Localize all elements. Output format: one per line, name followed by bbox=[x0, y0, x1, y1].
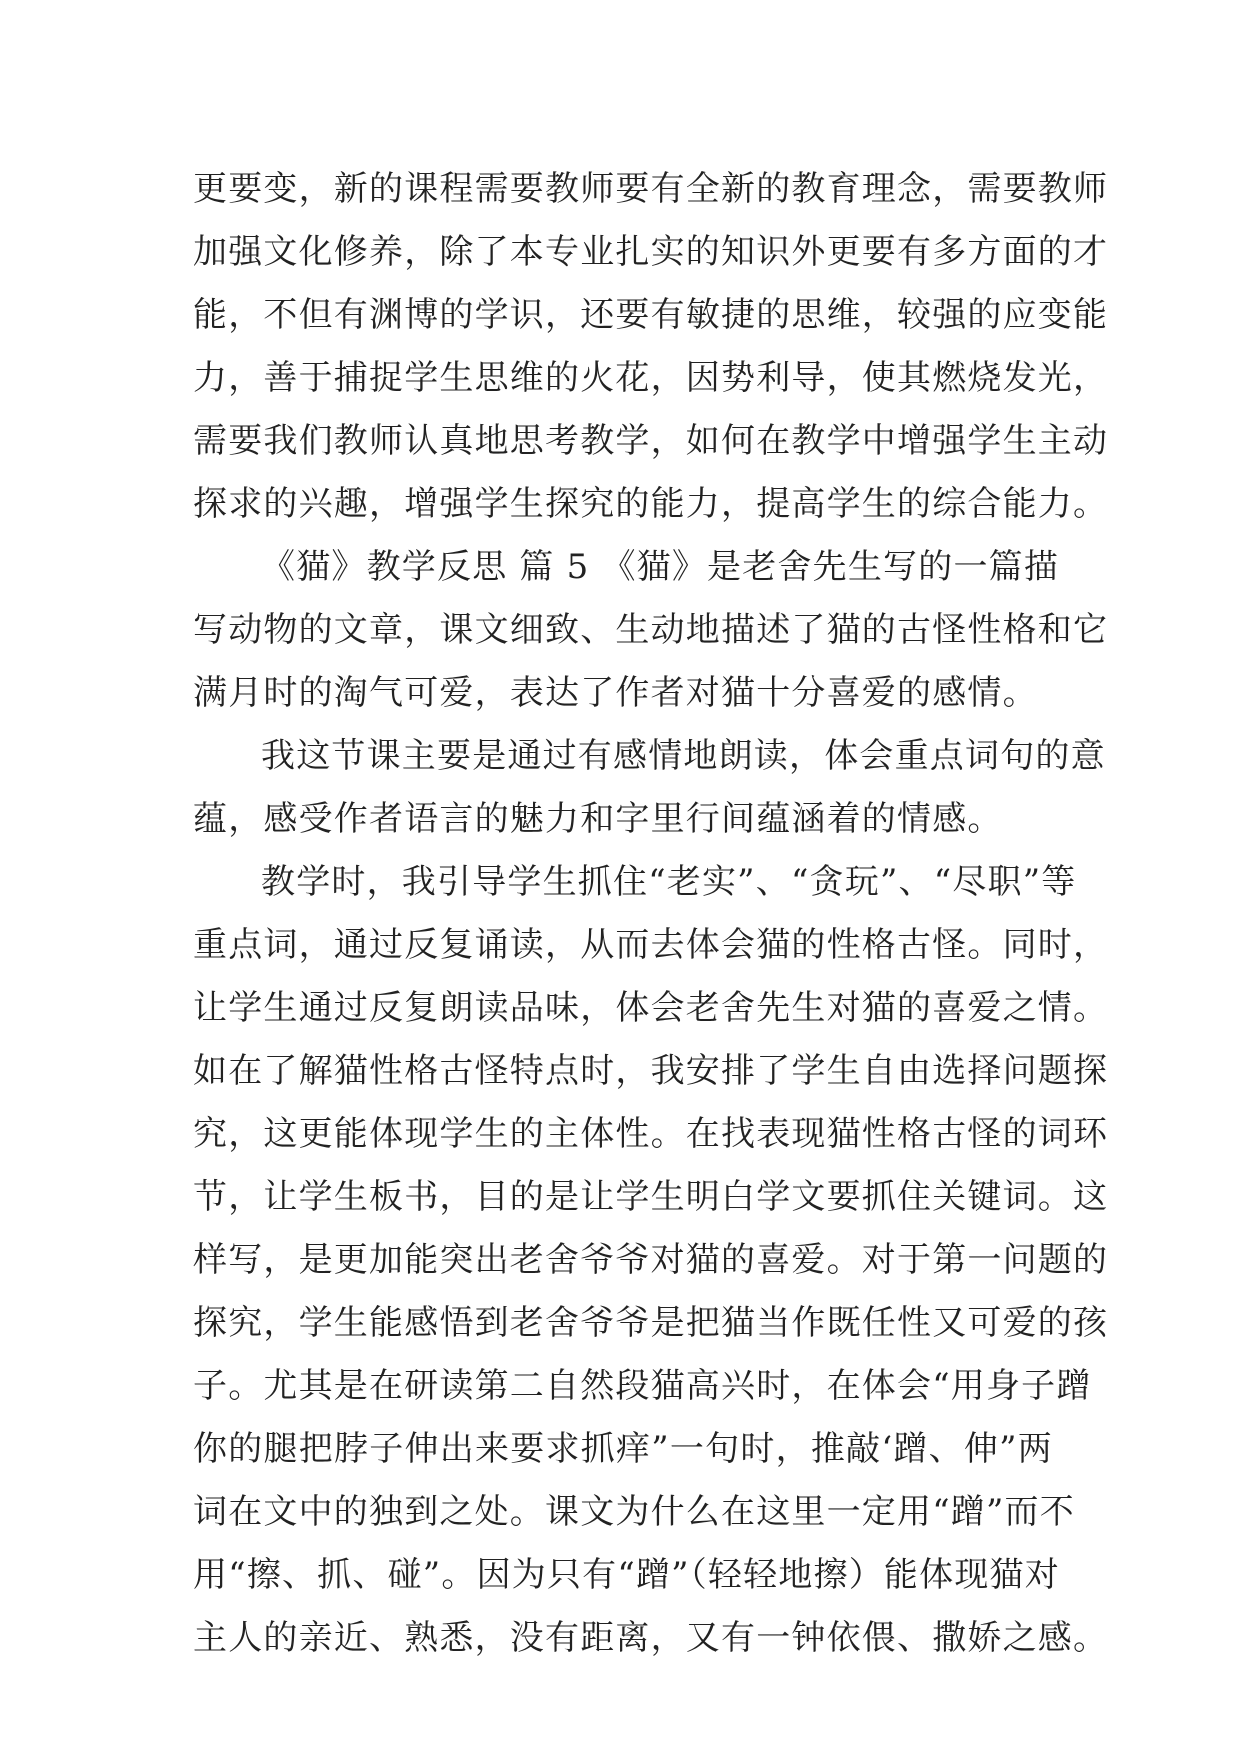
text-line-21: 你的腿把脖子伸出来要求抓痒”一句时，推敲‘蹭、伸”两 bbox=[193, 1429, 1053, 1469]
text-line-10: 我这节课主要是通过有感情地朗读，体会重点词句的意 bbox=[261, 736, 1106, 776]
text-line-3: 能，不但有渊博的学识，还要有敏捷的思维，较强的应变能 bbox=[193, 295, 1109, 335]
text-line-11: 蕴，感受作者语言的魅力和字里行间蕴涵着的情感。 bbox=[193, 799, 1003, 839]
text-line-15: 如在了解猫性格古怪特点时，我安排了学生自由选择问题探 bbox=[193, 1051, 1109, 1091]
text-line-8: 写动物的文章，课文细致、生动地描述了猫的古怪性格和它 bbox=[193, 610, 1109, 650]
text-line-20: 子。尤其是在研读第二自然段猫高兴时，在体会“用身子蹭 bbox=[193, 1366, 1092, 1406]
text-line-16: 究，这更能体现学生的主体性。在找表现猫性格古怪的词环 bbox=[193, 1114, 1109, 1154]
text-line-17: 节，让学生板书，目的是让学生明白学文要抓住关键词。这 bbox=[193, 1177, 1109, 1217]
text-line-18: 样写，是更加能突出老舍爷爷对猫的喜爱。对于第一问题的 bbox=[193, 1240, 1109, 1280]
text-line-1: 更要变，新的课程需要教师要有全新的教育理念，需要教师 bbox=[193, 169, 1109, 209]
text-line-6: 探求的兴趣，增强学生探究的能力，提高学生的综合能力。 bbox=[193, 484, 1109, 524]
text-line-4: 力，善于捕捉学生思维的火花，因势利导，使其燃烧发光， bbox=[193, 358, 1109, 398]
text-line-12: 教学时，我引导学生抓住“老实”、“贪玩”、“尽职”等 bbox=[261, 862, 1077, 902]
text-line-13: 重点词，通过反复诵读，从而去体会猫的性格古怪。同时， bbox=[193, 925, 1109, 965]
text-line-24: 主人的亲近、熟悉，没有距离，又有一钟依偎、撒娇之感。 bbox=[193, 1618, 1109, 1658]
text-line-22: 词在文中的独到之处。课文为什么在这里一定用“蹭”而不 bbox=[193, 1492, 1075, 1532]
text-line-19: 探究，学生能感悟到老舍爷爷是把猫当作既任性又可爱的孩 bbox=[193, 1303, 1109, 1343]
text-line-5: 需要我们教师认真地思考教学，如何在教学中增强学生主动 bbox=[193, 421, 1109, 461]
text-line-14: 让学生通过反复朗读品味，体会老舍先生对猫的喜爱之情。 bbox=[193, 988, 1109, 1028]
document-body bbox=[193, 158, 1109, 1670]
text-line-9: 满月时的淘气可爱，表达了作者对猫十分喜爱的感情。 bbox=[193, 673, 1038, 713]
text-line-2: 加强文化修养，除了本专业扎实的知识外更要有多方面的才 bbox=[193, 232, 1109, 272]
section-heading-line: 《猫》教学反思 篇 5 《猫》是老舍先生写的一篇描 bbox=[261, 547, 1060, 587]
text-line-23: 用“擦、抓、碰”。因为只有“蹭”（轻轻地擦）能体现猫对 bbox=[193, 1555, 1060, 1595]
